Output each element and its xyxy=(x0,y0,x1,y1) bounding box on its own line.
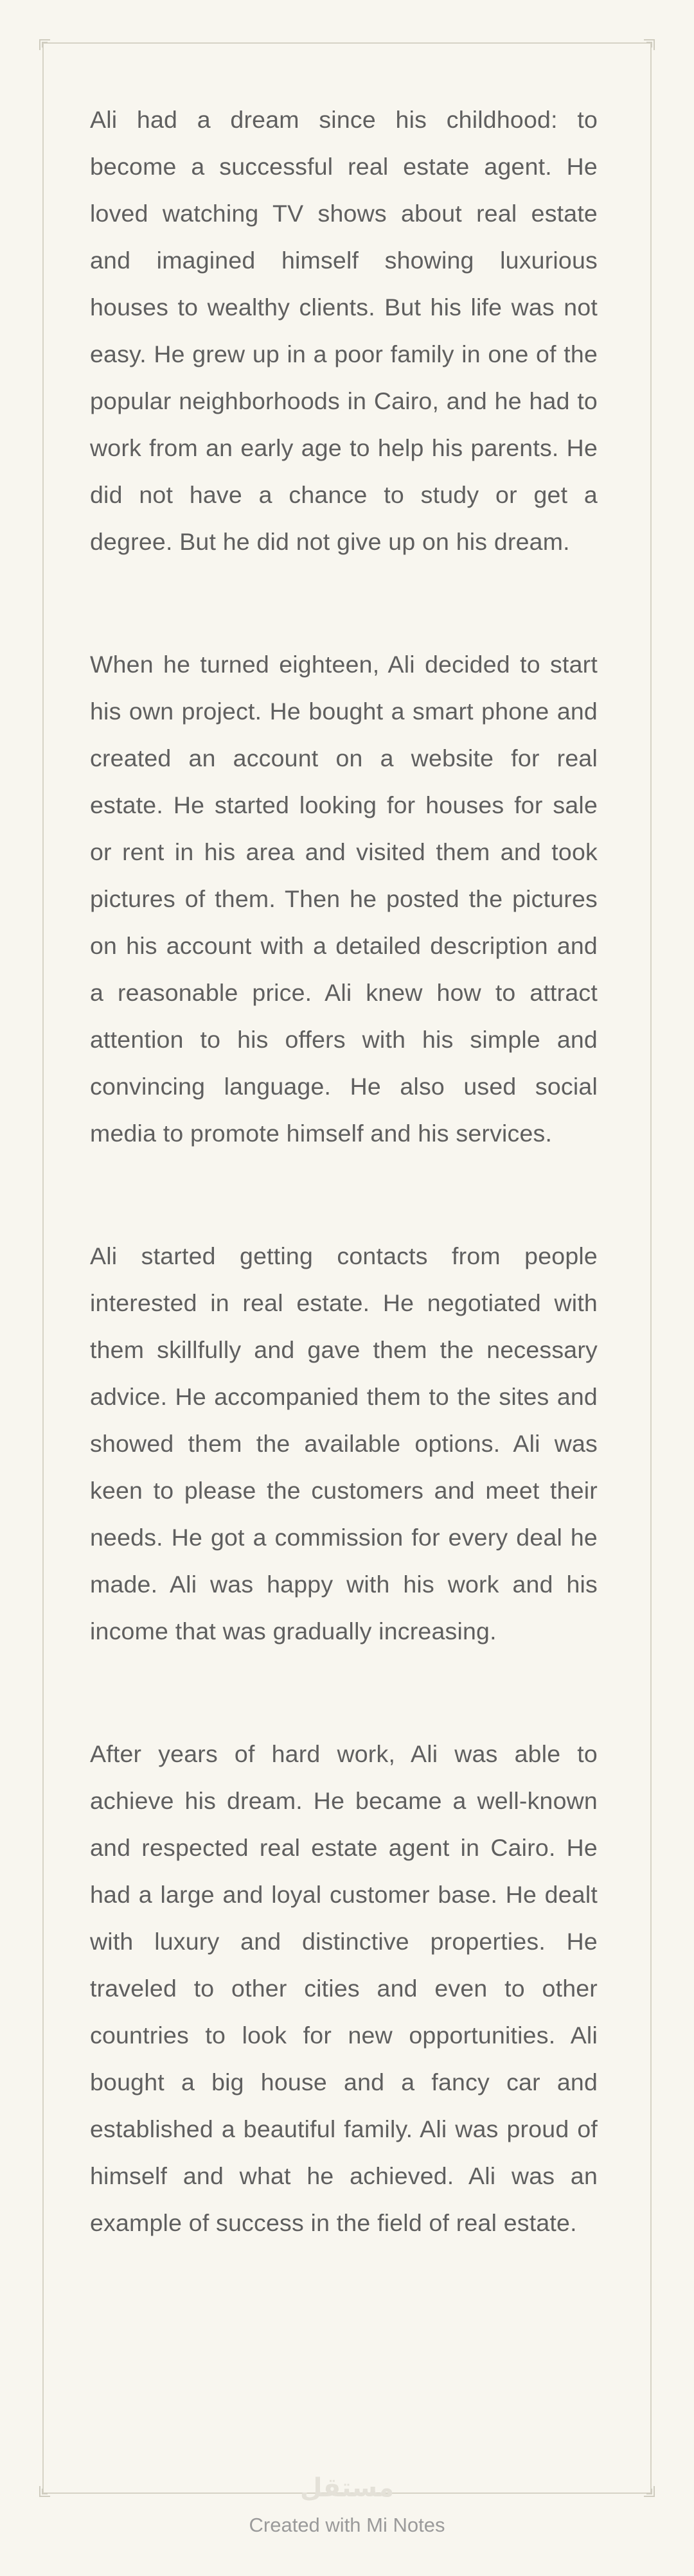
note-paragraph: Ali started getting contacts from people interested in real estate. He negotiated with them skillfully and gave them the necessary advice. He accompanied them to the sites and showed them the available options. Ali was keen to please the customers and meet their needs. He got a commission for every deal he made. Ali was happy with his work and his income that was gradually increasing. xyxy=(90,1242,598,1645)
frame-corner-ornament-icon xyxy=(643,39,655,51)
frame-corner-ornament-icon xyxy=(39,39,51,51)
note-body xyxy=(90,96,598,2322)
note-paragraph: When he turned eighteen, Ali decided to start his own project. He bought a smart phone and created an account on a website for real estate. He started looking for houses for sale or rent in his area and visited them and took pictures of them. Then he posted the pictures on his account with a detailed description and a reasonable price. Ali knew how to attract attention to his offers with his simple and convincing language. He also used social media to promote himself and his services. xyxy=(90,651,598,1147)
note-paragraph: After years of hard work, Ali was able to achieve his dream. He became a well-known and respected real estate agent in Cairo. He had a large and loyal customer base. He dealt with luxury and distinctive properties. He traveled to other cities and even to other countries to look for new opportunities. Ali bought a big house and a fancy car and established a beautiful family. Ali was proud of himself and what he achieved. Ali was an example of success in the field of real estate. xyxy=(90,1740,598,2236)
footer-credit: Created with Mi Notes xyxy=(249,2514,445,2536)
footer xyxy=(0,2502,694,2538)
note-paragraph: Ali had a dream since his childhood: to become a successful real estate agent. He loved watching TV shows about real estate and imagined himself showing luxurious houses to wealthy clients. But his life was not easy. He grew up in a poor family in one of the popular neighborhoods in Cairo, and he had to work from an early age to help his parents. He did not have a chance to study or get a degree. But he did not give up on his dream. xyxy=(90,106,598,555)
watermark-logo: مستقل xyxy=(299,2473,395,2503)
